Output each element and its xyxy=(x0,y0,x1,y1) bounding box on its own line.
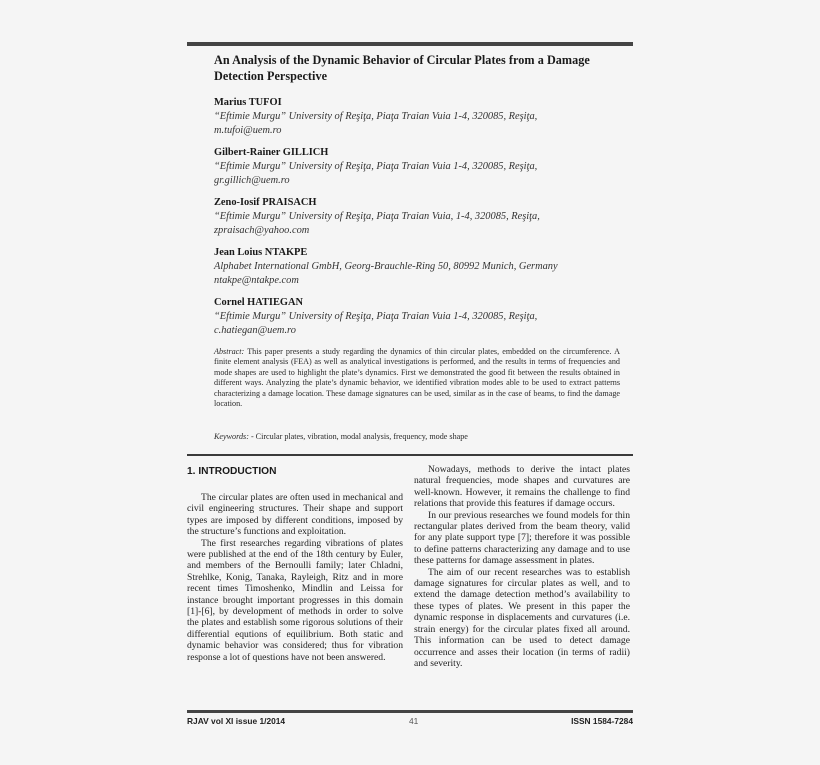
author-affiliation: “Eftimie Murgu” University of Reşiţa, Piaţa Traian Vuia 1-4, 320085, Reşiţa, xyxy=(214,111,538,122)
author-name: Gilbert-Rainer GILLICH xyxy=(214,147,329,158)
section-divider xyxy=(187,454,633,456)
author-name: Jean Loius NTAKPE xyxy=(214,247,308,258)
footer-rule xyxy=(187,710,633,713)
keywords-text: - Circular plates, vibration, modal analysis, frequency, mode shape xyxy=(250,432,468,441)
page-footer xyxy=(187,714,633,728)
keywords xyxy=(214,432,620,442)
paper-page xyxy=(187,0,633,765)
header-rule xyxy=(187,42,633,46)
author-affiliation: “Eftimie Murgu” University of Reşiţa, Piaţa Traian Vuia 1-4, 320085, Reşiţa, xyxy=(214,161,538,172)
author-affiliation: Alphabet International GmbH, Georg-Brauchle-Ring 50, 80992 Munich, Germany xyxy=(214,261,558,272)
author-affiliation: “Eftimie Murgu” University of Reşiţa, Piaţa Traian Vuia 1-4, 320085, Reşiţa, xyxy=(214,311,538,322)
left-column xyxy=(187,461,403,663)
keywords-label: Keywords: xyxy=(214,432,249,441)
abstract-label: Abstract: xyxy=(214,347,245,356)
author-name: Cornel HATIEGAN xyxy=(214,297,303,308)
body-paragraph: The circular plates are often used in mechanical and civil engineering structures. Their shape and support types are imposed by different conditions, imposed by the structure’s functions and exploitation. xyxy=(187,492,403,538)
abstract xyxy=(214,347,620,409)
body-paragraph: In our previous researches we found models for thin rectangular plates derived from the beam theory, valid for any plate support type [7]; therefore it was possible to define patterns characterizing any damage and to use these patterns for damage assessment in plates. xyxy=(414,509,630,567)
body-paragraph: The aim of our recent researches was to establish damage signatures for circular plates as well, and to extend the damage detection method’s availability to these types of plates. We present in this paper the dynamic response in displacements and curvatures (i.e. strain energy) for the circular plates fixed all around. This information can be used to detect damage occurrence and asses their location (in terms of radii) and severity. xyxy=(414,566,630,669)
author-email[interactable]: m.tufoi@uem.ro xyxy=(214,125,282,136)
author-name: Marius TUFOI xyxy=(214,97,282,108)
section-heading: 1. INTRODUCTION xyxy=(187,466,277,477)
body-paragraph: The first researches regarding vibrations of plates were published at the end of the 18th century by Euler, and members of the Bernoulli family; later Chladni, Strehlke, Konig, Tanaka, Rayleigh, Ritz and in more recent times Timoshenko, Mindlin and Leissa for instance brought important progresses in this domain [1]-[6], by development of methods in order to solve the plates and establish some rigorous solutions of their differential equtions of equilibrium. Both static and dynamic behavior was considered; thus for vibration response a lot of questions have not been answered. xyxy=(187,537,403,663)
author-block xyxy=(214,196,624,238)
author-email[interactable]: c.hatiegan@uem.ro xyxy=(214,325,296,336)
page-number: 41 xyxy=(409,716,419,726)
author-email[interactable]: zpraisach@yahoo.com xyxy=(214,225,310,236)
paper-title: An Analysis of the Dynamic Behavior of Circular Plates from a Damage Detection Perspective xyxy=(214,53,590,83)
issn: ISSN 1584-7284 xyxy=(571,716,633,726)
right-column xyxy=(414,464,630,669)
author-affiliation: “Eftimie Murgu” University of Reşiţa, Piaţa Traian Vuia, 1-4, 320085, Reşiţa, xyxy=(214,211,540,222)
author-block xyxy=(214,96,624,138)
author-email[interactable]: gr.gillich@uem.ro xyxy=(214,175,290,186)
author-email[interactable]: ntakpe@ntakpe.com xyxy=(214,275,299,286)
author-block xyxy=(214,146,624,188)
journal-info: RJAV vol XI issue 1/2014 xyxy=(187,716,286,726)
abstract-text: This paper presents a study regarding the dynamics of thin circular plates, embedded on the circumference. A finite element analysis (FEA) as well as analytical investigations is performed, and the results in terms of frequencies and mode shapes are used to highlight the plate’s dynamics. First we demonstrated the good fit between the results obtained in different ways. Analyzing the plate’s dynamic behavior, we identified vibration modes able to be used to extract patterns characterizing a damage location. These damage signatures can be used, similar as in the case of beams, to find the damage location. xyxy=(214,347,620,409)
author-name: Zeno-Iosif PRAISACH xyxy=(214,197,317,208)
body-paragraph: Nowadays, methods to derive the intact plates natural frequencies, mode shapes and curvatures are well-known. However, it remains the challenge to find relations that provide this features if damage occurs. xyxy=(414,464,630,510)
author-block xyxy=(214,246,624,288)
author-block xyxy=(214,296,624,338)
